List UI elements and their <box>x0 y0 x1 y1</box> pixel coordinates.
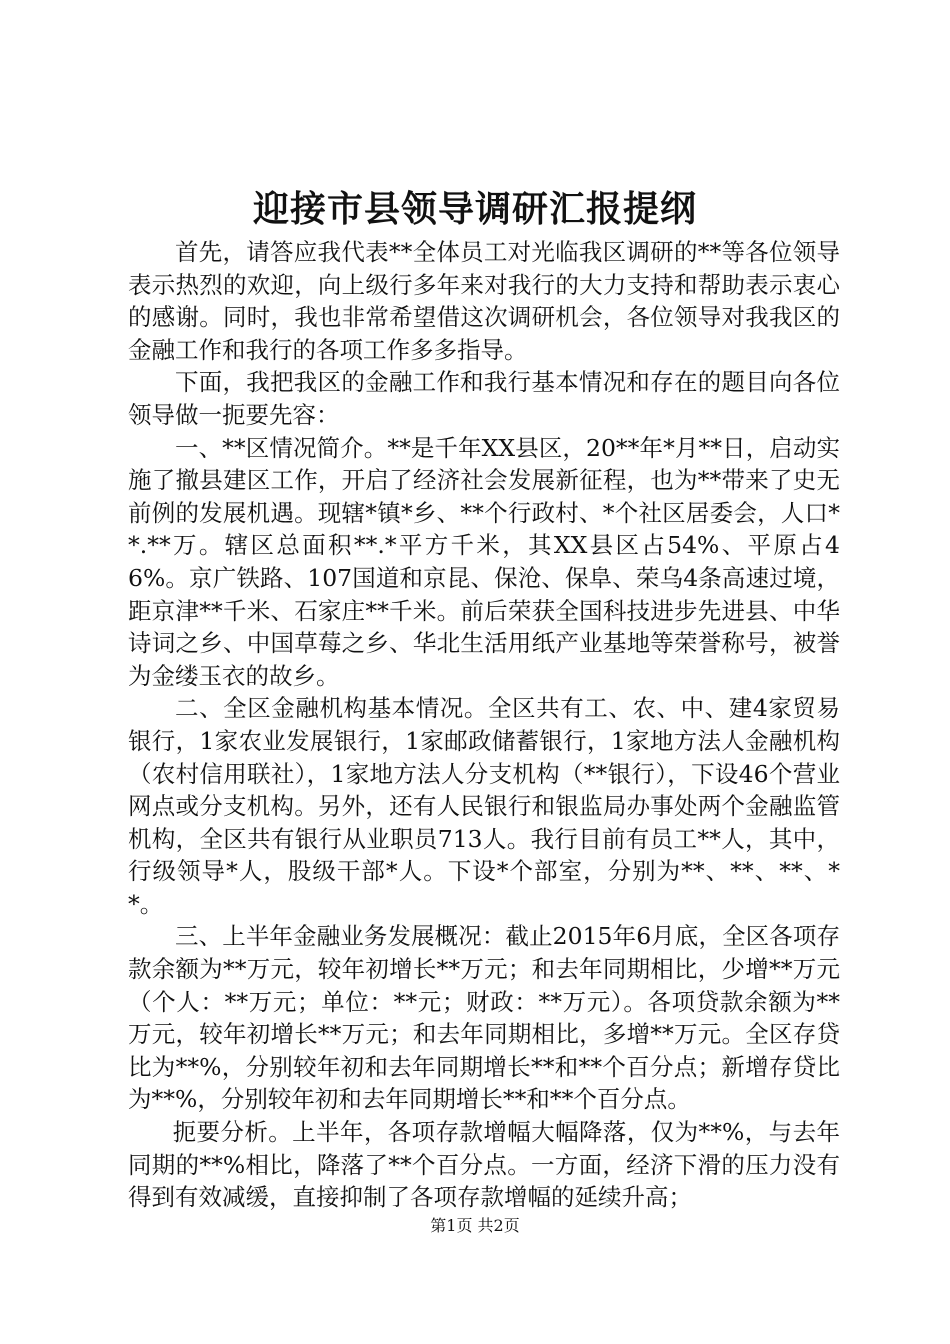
paragraph-district-overview: 一、**区情况简介。**是千年XX县区，20**年*月**日，启动实施了撤县建区工作，开启了经济社会发展新征程，也为**带来了史无前例的发展机遇。现辖*镇*乡、**个行政村、*个社区居委会，人口**.**万。辖区总面积**.*平方千米，其XX县区占54%、平原占46%。京广铁路、107国道和京昆、保沧、保阜、荣乌4条高速过境，距京津**千米、石家庄**千米。前后荣获全国科技进步先进县、中华诗词之乡、中国草莓之乡、华北生活用纸产业基地等荣誉称号，被誉为金缕玉衣的故乡。 <box>128 433 840 690</box>
paragraph-financial-institutions: 二、全区金融机构基本情况。全区共有工、农、中、建4家贸易银行，1家农业发展银行，1家邮政储蓄银行，1家地方法人金融机构（农村信用联社），1家地方法人分支机构（**银行），下设46个营业网点或分支机构。另外，还有人民银行和银监局办事处两个金融监管机构，全区共有银行从业职员713人。我行目前有员工**人，其中，行级领导*人，股级干部*人。下设*个部室，分别为**、**、**、**。 <box>128 694 840 918</box>
paragraph-brief-analysis: 扼要分析。上半年，各项存款增幅大幅降落，仅为**%，与去年同期的**%相比，降落了**个百分点。一方面，经济下滑的压力没有得到有效减缓，直接抑制了各项存款增幅的延续升高； <box>128 1118 840 1212</box>
paragraph-greeting: 首先，请答应我代表**全体员工对光临我区调研的**等各位领导表示热烈的欢迎，向上级行多年来对我行的大力支持和帮助表示衷心的感谢。同时，我也非常希望借这次调研机会，各位领导对我我区的金融工作和我行的各项工作多多指导。 <box>128 238 840 364</box>
page-number: 第1页 共2页 <box>430 1216 520 1235</box>
document-body <box>128 236 840 1214</box>
paragraph-business-overview: 三、上半年金融业务发展概况：截止2015年6月底，全区各项存款余额为**万元，较年初增长**万元；和去年同期相比，少增**万元（个人：**万元；单位：**元；财政：**万元）。各项贷款余额为**万元，较年初增长**万元；和去年同期相比，多增**万元。全区存贷比为**%，分别较年初和去年同期增长**和**个百分点；新增存贷比为**%，分别较年初和去年同期增长**和**个百分点。 <box>128 922 840 1114</box>
document-title: 迎接市县领导调研汇报提纲 <box>252 188 697 230</box>
paragraph-introduction: 下面，我把我区的金融工作和我行基本情况和存在的题目向各位领导做一扼要先容： <box>128 368 840 429</box>
